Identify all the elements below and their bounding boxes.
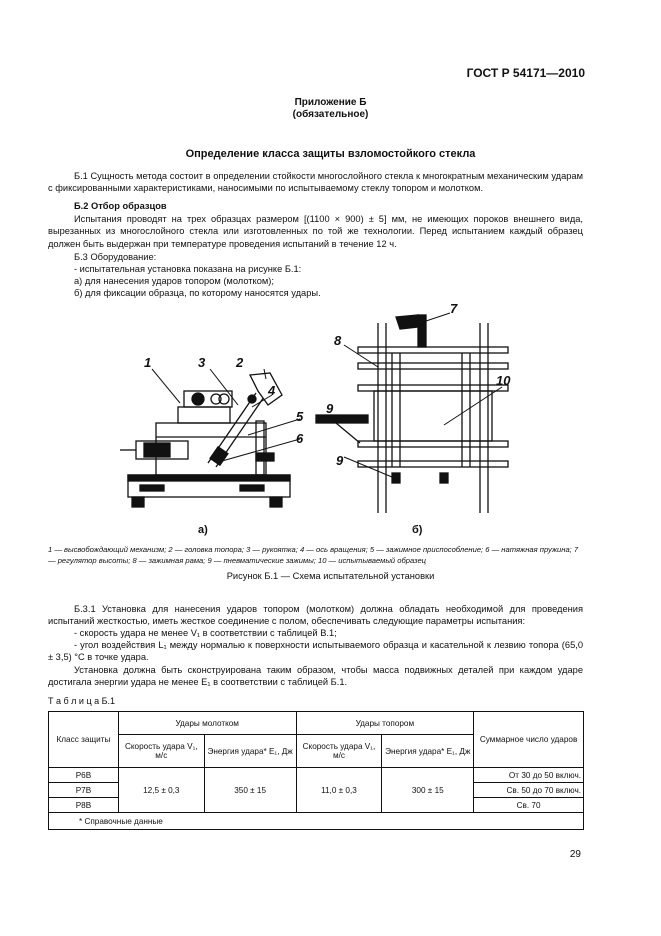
annex-heading: [0, 97, 661, 121]
b31-item: - скорость удара не менее V₁ в соответствии с таблицей В.1;: [74, 628, 337, 638]
paragraph-b1: Б.1 Сущность метода состоит в определении стойкости многослойного стекла к многократным механическим ударам с фиксированными характеристиками, наносимыми по испытываемому стеклу топором и молотком.: [48, 171, 583, 194]
header-class: Класс защиты: [49, 712, 119, 768]
figure-legend: 1 — высвобождающий механизм; 2 — головка топора; 3 — рукоятка; 4 — ось вращения; 5 — зажимное приспособление; 6 — натяжная пружина; 7 — регулятор высоты; 8 — зажимная рама; 9 — пневматические зажимы; 10 — испытываемый образец: [48, 545, 579, 565]
figure-caption: Рисунок Б.1 — Схема испытательной установки: [226, 571, 435, 581]
paragraph-b2: Испытания проводят на трех образцах размером [(1100 × 900) ± 5] мм, не имеющих пороков внешнего вида, вырезанных из многослойного стекла или изготовленных по той же технологии. Перед испытанием каждый образец должен быть выдержан при температуре проведения испытаний в течение 12 ч.: [48, 214, 583, 249]
leader-lines: [152, 313, 502, 477]
section-title: Определение класса защиты взломостойкого стекла: [185, 148, 476, 160]
cell-class: Р8В: [49, 798, 119, 813]
standard-number: ГОСТ Р 54171—2010: [466, 66, 585, 80]
cell-class: Р7В: [49, 783, 119, 798]
table-caption: Т а б л и ц а Б.1: [48, 696, 116, 706]
figure-label-number: 4: [268, 383, 276, 398]
cell-hammer-energy: 350 ± 15: [204, 768, 296, 813]
drawing-b: [316, 315, 508, 513]
annex-title: Приложение Б: [294, 97, 367, 108]
header-hammer-speed: Скорость удара V₁, м/с: [118, 735, 204, 768]
figure-label-number: 7: [450, 301, 458, 316]
figure-label-a: а): [198, 524, 208, 536]
table-row: [49, 768, 584, 783]
cell-class: Р6В: [49, 768, 119, 783]
figure-label-number: 2: [236, 355, 244, 370]
table-footnote: * Справочные данные: [49, 813, 584, 830]
figure-label-number: 9: [336, 453, 344, 468]
paragraph-mass: Установка должна быть сконструирована таким образом, чтобы масса подвижных деталей при каждом ударе достигала энергии удара не менее E₁ в соответствии с таблицей Б.1.: [48, 665, 583, 688]
cell-total: От 30 до 50 включ.: [474, 768, 584, 783]
header-axe-speed: Скорость удара V₁, м/с: [296, 735, 382, 768]
cell-axe-speed: 11,0 ± 0,3: [296, 768, 382, 813]
heading-b3: Б.3 Оборудование:: [74, 252, 157, 262]
figure-label-number: 3: [198, 355, 206, 370]
protection-class-table: [48, 711, 584, 830]
b3-item: - испытательная установка показана на рисунке Б.1:: [74, 264, 302, 274]
cell-total: Св. 70: [474, 798, 584, 813]
header-hammer: Удары молотком: [118, 712, 296, 735]
header-axe: Удары топором: [296, 712, 474, 735]
figure-label-b: б): [412, 524, 423, 536]
cell-total: Св. 50 до 70 включ.: [474, 783, 584, 798]
annex-status: (обязательное): [292, 109, 369, 120]
header-axe-energy: Энергия удара* E₁, Дж: [382, 735, 474, 768]
header-hammer-energy: Энергия удара* E₁, Дж: [204, 735, 296, 768]
heading-b2: Б.2 Отбор образцов: [74, 201, 167, 211]
cell-hammer-speed: 12,5 ± 0,3: [118, 768, 204, 813]
drawing-a: [120, 373, 290, 507]
figure-label-number: 1: [144, 355, 152, 370]
header-total: Суммарное число ударов: [474, 712, 584, 768]
figure-label-number: 6: [296, 431, 304, 446]
b3-item: а) для нанесения ударов топором (молотком);: [74, 276, 274, 286]
figure-label-number: 5: [296, 409, 304, 424]
paragraph-b31: Б.3.1 Установка для нанесения ударов топором (молотком) должна обладать необходимой для проведения испытаний жесткостью, иметь жесткое соединение с полом, обеспечивать следующие параметры испытания:: [48, 604, 583, 627]
b3-item: б) для фиксации образца, по которому наносятся удары.: [74, 288, 321, 298]
cell-axe-energy: 300 ± 15: [382, 768, 474, 813]
figure-label-number: 10: [496, 373, 511, 388]
figure-label-number: 8: [334, 333, 342, 348]
b31-item: - угол воздействия L₁ между нормалью к поверхности испытываемого образца и касательной к лезвию топора (65,0 ± 3,5) °С в точке удара.: [48, 640, 583, 663]
page-number: 29: [569, 849, 581, 860]
figure-test-setup: [100, 295, 580, 540]
figure-label-number: 9: [326, 401, 334, 416]
